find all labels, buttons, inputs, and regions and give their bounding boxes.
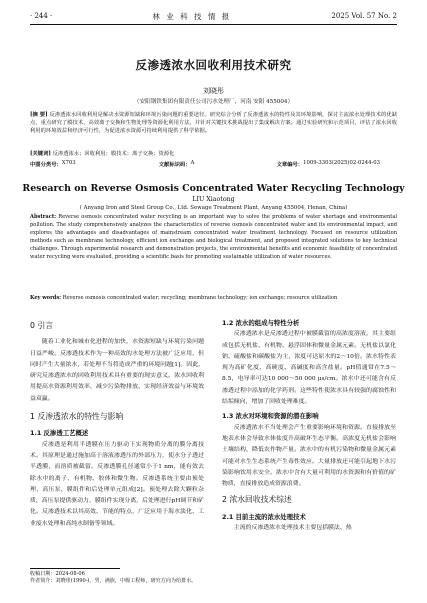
article-id-label: 文章编号： bbox=[276, 162, 304, 168]
abstract-en-label: Abstract: bbox=[30, 214, 57, 220]
abstract-chinese bbox=[30, 111, 397, 136]
title-english: Research on Reverse Osmosis Concentrated Water Recycling Technology bbox=[22, 183, 405, 194]
subsection-heading: 1.1 反渗透工艺概述 bbox=[30, 429, 89, 438]
body-column-left bbox=[30, 318, 204, 530]
clc-label: 中图分类号： bbox=[30, 162, 62, 168]
keywords-en-label: Key words: bbox=[30, 295, 62, 301]
classification-row bbox=[30, 160, 397, 168]
page-number: · 244 · bbox=[30, 12, 53, 20]
doc-code-label: 文献标识码： bbox=[158, 162, 191, 168]
affiliation-chinese: （安阳钢铁集团有限责任公司污水处理厂，河南 安阳 455004） bbox=[133, 99, 294, 105]
keywords-label: [关键词] bbox=[30, 151, 51, 157]
section-heading: 1 反渗透浓水的特性与影响 bbox=[30, 412, 124, 422]
subsection-heading: 1.3 浓水对环境和资源的潜在影响 bbox=[222, 412, 319, 421]
body-paragraph: 反渗透浓水不当处理会产生重要影响环境和资源。直接排放至地表水体会导致水体盐度升高破坏生态平衡。高浓度无机盐会影响土壤结构，降低农作物产量。浓水中的有机污染物和微量金属元素可能对水生生态系统产生毒性效应。大量排放还可能引起地下水污染影响饮用水安全。浓水中含有大量可利用的水资源和有价值的矿物质，直接排放造成资源浪费。 bbox=[222, 424, 396, 488]
author-bio: 作者简介：刘晓彤(1990-)，男，满族，中级工程师，研究方向为给排水。 bbox=[30, 578, 197, 585]
running-header bbox=[30, 10, 397, 22]
header-rule bbox=[30, 24, 397, 25]
subsection-heading: 2.1 目前主流的浓水处理技术 bbox=[222, 512, 306, 521]
title-chinese: 反渗透浓水回收利用技术研究 bbox=[135, 58, 292, 72]
body-paragraph: 反渗透浓水是反渗透过程中被膜截留的高浓度溶液，其主要组成包括无机盐、有机物、悬浮固体和微量金属元素。无机盐以氯化钠、硫酸盐和碳酸盐为主，浓度可达原水的2～10倍。浓水特性表现为高矿化度、高硬度、高碱度和高含盐量。pH值通常在7.5～8.5，电导率可达10 000～50 000 μs/cm。浓水中还可能含有反渗透过程中添加的化学药剂。这些特性使浓水具有较强的腐蚀性和结垢倾向，增加了回收处理难度。 bbox=[222, 331, 396, 406]
doc-code-value: A bbox=[190, 160, 195, 166]
body-column-right bbox=[222, 318, 396, 534]
keywords-text: 反渗透浓水；回收利用；膜技术；离子交换；资源化 bbox=[52, 151, 175, 157]
abstract-en-text: Reverse osmosis concentrated water recycling is an important way to solve the problems of water shortage and environmental pollution. The study comprehensively analyzes the characteristics of reverse osmosis concentrated water and its environmental impact, and explores the advantages and disadvantages of mainstream concentrated water treatment technology. Focused on resource utilization methods such as membrane technology, efficient ion exchange and biological treatment, and proposed integrated solutions to key technical challenges. Through experimental research and demonstration projects, the environmental benefits and economic feasibility of concentrated water recycling were evaluated, providing a scientific basis for promoting sustainable utilization of water resources. bbox=[30, 214, 397, 261]
article-id-value: 1009-3303(2025)02-0244-03 bbox=[303, 160, 380, 166]
body-paragraph: 主流的反渗透浓水处理技术主要包括膜法、热 bbox=[233, 525, 352, 532]
received-date: 收稿日期：2024-08-06 bbox=[30, 571, 85, 577]
keywords-english bbox=[30, 294, 397, 302]
abstract-text: 反渗透浓水回收利用是解决水资源短缺和环境污染问题的重要途径。研究综合分析了反渗透浓水的特性及其环境影响，探讨主流浓水处理技术的优缺点，重点研究了膜技术、高效离子交换和生物处理等资源化利用方法，并针对关键技术挑战提出了集成解决方案。通过实验研究和示范项目，评估了浓水回收利用的环境效益和经济可行性，为促进浓水资源可持续利用提供了科学依据。 bbox=[30, 112, 397, 135]
abstract-label: [摘 要] bbox=[30, 112, 48, 118]
author-english: LIU Xiaotong bbox=[192, 196, 235, 203]
body-paragraph: 反渗透是利用半透膜在压力驱动下实现物质分离的膜分离技术。其原理是通过施加高于溶液渗透压的外部压力，使水分子透过半透膜，而溶质被截留。反渗透膜孔径通常小于1 nm，能有效去除水中的离子、有机物、胶体和微生物。反渗透系统主要由预处理、高压泵、膜组件和后处理单元组成[2]。预处理去除大颗粒杂质，高压泵提供驱动力，膜组件实现分离，后处理进行pH调节和矿化。反渗透技术以其高效、节能的特点，广泛应用于海水淡化、工业废水处理和高纯水制备等领域。 bbox=[30, 441, 204, 527]
subsection-heading: 1.2 浓水的组成与特性分析 bbox=[222, 319, 300, 327]
issue-info: 2025 Vol. 57 No. 2 bbox=[331, 12, 397, 20]
clc-value: X703 bbox=[61, 160, 76, 166]
affiliation-english: ( Anyang Iron and Steel Group Co., Ltd. Sewage Treatment Plant, Anyang 455004, Henan, China) bbox=[79, 205, 348, 211]
section-heading: 2 浓水回收技术综述 bbox=[222, 495, 292, 505]
body-paragraph: 随着工业化和城市化进程的加快，水资源短缺与环境污染问题日益严峻。反渗透技术作为一种高效的水处理方法被广泛应用，但同时产生大量浓水，若处理不当将造成严重的环境问题[1]。因此，研究反渗透浓水的回收利用技术具有重要的现实意义。浓水回收利用提高水资源利用效率，减少污染物排放，实现经济效益与环境效益双赢。 bbox=[30, 339, 204, 402]
author-chinese: 刘晓彤 bbox=[203, 87, 224, 95]
journal-name: 林 业 科 技 情 报 bbox=[152, 11, 232, 21]
footnote-rule bbox=[30, 568, 120, 569]
keywords-chinese bbox=[30, 150, 397, 158]
footnote bbox=[30, 571, 196, 586]
section-heading: 0 引言 bbox=[30, 321, 54, 330]
keywords-en-text: Reverse osmosis concentrated water; recycling; membrane technology; ion exchange; resource utilization bbox=[62, 295, 338, 301]
abstract-english bbox=[30, 213, 397, 262]
